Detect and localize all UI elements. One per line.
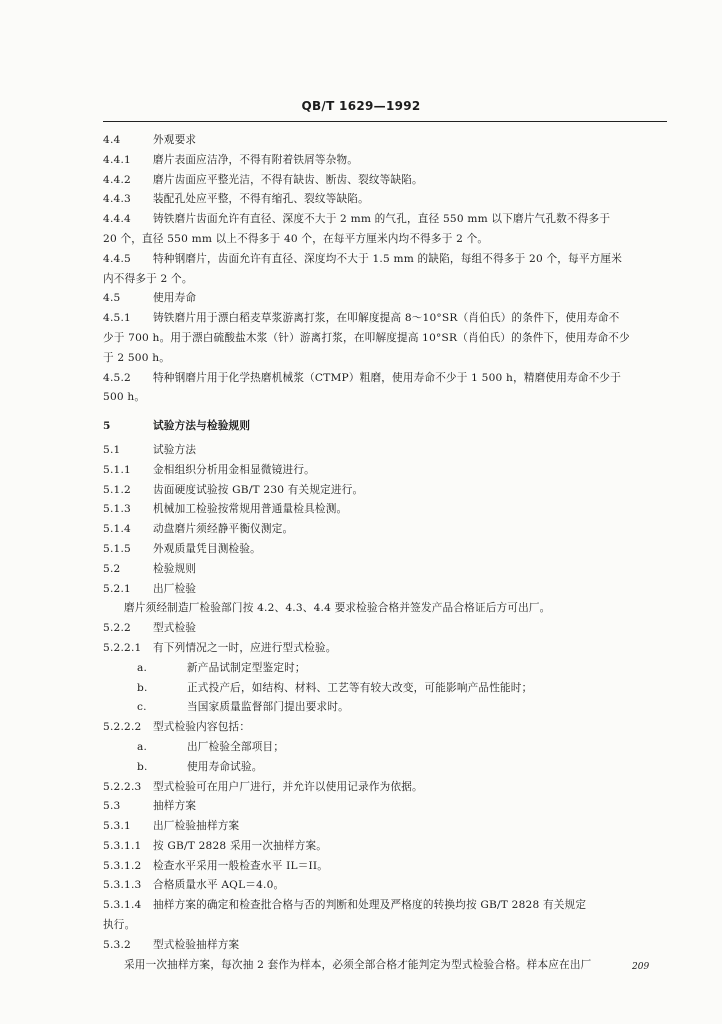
clause-number: 5.1.5 <box>103 542 131 555</box>
clause-text: 试验方法与检验规则 <box>153 420 251 433</box>
clause-text: 出厂检验 <box>153 582 197 595</box>
clause-number: 5 <box>103 420 111 433</box>
clause-text: 齿面硬度试验按 GB/T 230 有关规定进行。 <box>153 483 364 496</box>
clause-text: 动盘磨片须经静平衡仪测定。 <box>153 523 294 536</box>
text-line <box>103 250 669 270</box>
clause-number: 4.4.3 <box>103 193 131 206</box>
text-line <box>103 718 669 738</box>
text-line <box>103 599 669 619</box>
clause-number: 5.2.2.2 <box>103 721 142 734</box>
clause-text: 检验规则 <box>153 562 197 575</box>
clause-text: 磨片齿面应平整光洁，不得有缺齿、断齿、裂纹等缺陷。 <box>153 173 423 186</box>
clause-text: 正式投产后，如结构、材料、工艺等有较大改变，可能影响产品性能时； <box>187 681 533 694</box>
clause-number: a. <box>137 661 148 674</box>
clause-number: a. <box>137 740 148 753</box>
text-line <box>103 916 669 936</box>
clause-text: 外观要求 <box>153 134 197 146</box>
text-line <box>103 896 669 916</box>
clause-number: 5.1.4 <box>103 523 131 536</box>
clause-number: 5.1.2 <box>103 483 131 496</box>
clause-text: 特种钢磨片用于化学热磨机械浆（CTMP）粗磨，使用寿命不少于 1 500 h，精磨使用寿命不少于 <box>153 371 622 384</box>
standard-code-header: QB/T 1629—1992 <box>301 99 421 113</box>
clause-number: 4.5.2 <box>103 371 131 384</box>
text-line <box>103 560 669 580</box>
text-line <box>103 758 669 778</box>
clause-text: 试验方法 <box>153 443 197 456</box>
text-line <box>103 619 669 639</box>
text-line <box>103 500 669 520</box>
clause-text: 机械加工检验按常规用普通量检具检测。 <box>153 503 348 516</box>
text-line <box>103 698 669 718</box>
clause-number: 5.2 <box>103 562 121 575</box>
text-line <box>103 369 669 389</box>
text-line <box>103 131 669 151</box>
clause-number: c. <box>137 701 147 714</box>
text-line <box>103 210 669 230</box>
text-line <box>103 270 669 290</box>
text-line <box>103 441 669 461</box>
clause-number: 5.3.1.2 <box>103 859 142 872</box>
clause-text: 500 h。 <box>103 391 146 404</box>
clause-number: 5.1.1 <box>103 463 131 476</box>
text-line <box>103 817 669 837</box>
clause-text: 使用寿命试验。 <box>187 760 263 773</box>
text-line <box>103 936 669 956</box>
clause-text: 出厂检验全部项目； <box>187 740 285 753</box>
clause-text: 检查水平采用一般检查水平 IL＝II。 <box>153 859 329 872</box>
text-line <box>103 329 669 349</box>
text-line <box>103 309 669 329</box>
clause-number: 5.3.1.4 <box>103 899 142 912</box>
section-heading <box>103 417 669 437</box>
clause-text: 特种钢磨片，齿面允许有直径、深度均不大于 1.5 mm 的缺陷，每组不得多于 20 个，每平方厘米 <box>153 252 623 265</box>
clause-text: 外观质量凭目测检验。 <box>153 542 261 555</box>
clause-text: 型式检验可在用户厂进行，并允许以使用记录作为依据。 <box>153 780 423 793</box>
clause-number: 5.3 <box>103 800 121 813</box>
clause-text: 有下列情况之一时，应进行型式检验。 <box>153 641 337 654</box>
clause-text: 新产品试制定型鉴定时； <box>187 661 306 674</box>
clause-text: 出厂检验抽样方案 <box>153 820 240 833</box>
text-line <box>103 857 669 877</box>
clause-number: 5.2.2.3 <box>103 780 142 793</box>
clause-text: 型式检验 <box>153 622 197 635</box>
text-line <box>103 778 669 798</box>
text-line <box>103 679 669 699</box>
clause-number: 5.1.3 <box>103 503 131 516</box>
text-line <box>103 461 669 481</box>
text-line <box>103 876 669 896</box>
clause-number: 4.4.5 <box>103 252 131 265</box>
clause-text: 内不得多于 2 个。 <box>103 272 193 285</box>
clause-text: 抽样方案的确定和检查批合格与否的判断和处理及严格度的转换均按 GB/T 2828 有关规定 <box>153 899 587 912</box>
clause-number: 5.3.1 <box>103 820 131 833</box>
clause-text: 型式检验抽样方案 <box>153 938 240 951</box>
clause-text: 使用寿命 <box>153 292 197 305</box>
clause-text: 按 GB/T 2828 采用一次抽样方案。 <box>153 839 328 852</box>
clause-text: 金相组织分析用金相显微镜进行。 <box>153 463 315 476</box>
clause-text: 型式检验内容包括： <box>153 721 251 734</box>
clause-number: 5.2.2.1 <box>103 641 142 654</box>
text-line <box>103 171 669 191</box>
text-line <box>103 738 669 758</box>
clause-number: 5.3.1.1 <box>103 839 142 852</box>
text-line <box>103 520 669 540</box>
clause-number: 4.5 <box>103 292 121 305</box>
clause-text: 于 2 500 h。 <box>103 351 171 364</box>
text-line <box>103 388 669 408</box>
document-body <box>103 131 669 975</box>
clause-number: 5.1 <box>103 443 121 456</box>
clause-text: 执行。 <box>103 919 136 932</box>
clause-text: 铸铁磨片齿面允许有直径、深度不大于 2 mm 的气孔，直径 550 mm 以下磨片气孔数不得多于 <box>153 213 611 226</box>
clause-number: 5.3.2 <box>103 938 131 951</box>
text-line <box>103 289 669 309</box>
clause-text: 抽样方案 <box>153 800 197 813</box>
clause-text: 磨片表面应洁净，不得有附着铁屑等杂物。 <box>153 153 359 166</box>
page-number: 209 <box>632 962 650 972</box>
text-line <box>103 481 669 501</box>
clause-text: 合格质量水平 AQL＝4.0。 <box>153 879 285 892</box>
text-line <box>103 956 669 976</box>
clause-number: 4.4.4 <box>103 213 131 226</box>
text-line <box>103 797 669 817</box>
clause-text: 少于 700 h。用于漂白硫酸盐木浆（针）游离打浆，在叩解度提高 10°SR（肖伯氏）的条件下，使用寿命不少 <box>103 331 630 344</box>
clause-number: 4.4.2 <box>103 173 131 186</box>
clause-text: 20 个，直径 550 mm 以上不得多于 40 个，在每平方厘米内均不得多于 2 个。 <box>103 232 489 245</box>
clause-number: b. <box>137 681 148 694</box>
header-rule <box>103 121 667 122</box>
text-line <box>103 659 669 679</box>
clause-text: 装配孔处应平整，不得有缩孔、裂纹等缺陷。 <box>153 193 369 206</box>
clause-text: 磨片须经制造厂检验部门按 4.2、4.3、4.4 要求检验合格并签发产品合格证后方可出厂。 <box>124 602 551 615</box>
clause-text: 铸铁磨片用于漂白稻麦草浆游离打浆，在叩解度提高 8～10°SR（肖伯氏）的条件下，使用寿命不 <box>153 312 620 325</box>
clause-number: b. <box>137 760 148 773</box>
text-line <box>103 837 669 857</box>
clause-number: 4.4.1 <box>103 153 131 166</box>
clause-number: 5.3.1.3 <box>103 879 142 892</box>
text-line <box>103 580 669 600</box>
text-line <box>103 639 669 659</box>
clause-number: 4.5.1 <box>103 312 131 325</box>
text-line <box>103 151 669 171</box>
clause-text: 当国家质量监督部门提出要求时。 <box>187 701 349 714</box>
clause-number: 4.4 <box>103 134 121 146</box>
text-line <box>103 230 669 250</box>
clause-number: 5.2.2 <box>103 622 131 635</box>
clause-number: 5.2.1 <box>103 582 131 595</box>
text-line <box>103 540 669 560</box>
text-line <box>103 190 669 210</box>
clause-text: 采用一次抽样方案，每次抽 2 套作为样本，必须全部合格才能判定为型式检验合格。样本应在出厂 <box>124 958 592 971</box>
text-line <box>103 349 669 369</box>
